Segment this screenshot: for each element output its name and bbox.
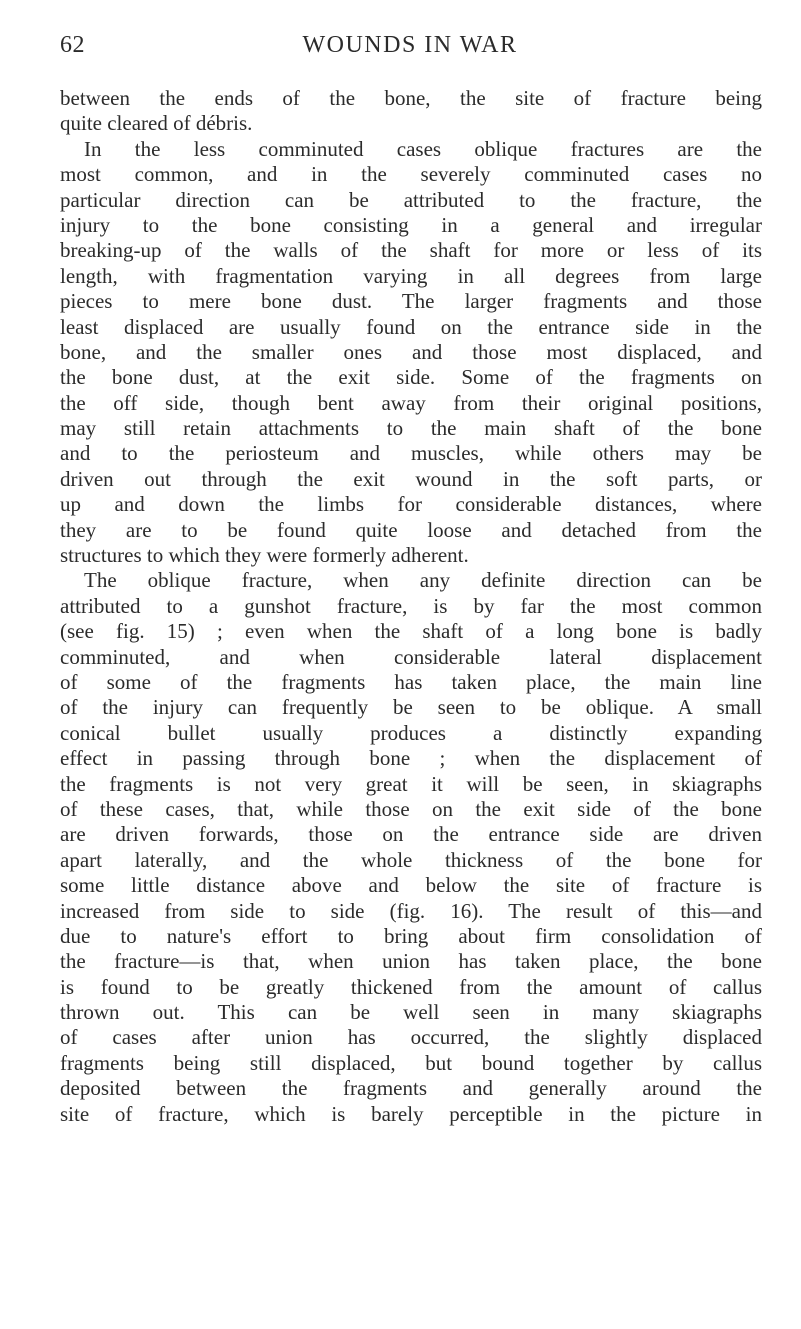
text-line: increased from side to side (fig. 16). The result of this—and [60, 898, 762, 923]
text-line: up and down the limbs for considerable distances, where [60, 492, 762, 517]
text-line: of the injury can frequently be seen to be oblique. A small [60, 695, 762, 720]
text-line: due to nature's effort to bring about firm consolidation of [60, 923, 762, 948]
text-line: In the less comminuted cases oblique fractures are the [84, 136, 762, 161]
text-line: most common, and in the severely comminuted cases no [60, 162, 762, 187]
text-line: is found to be greatly thickened from the amount of callus [60, 974, 762, 999]
text-line: the bone dust, at the exit side. Some of the fragments on [60, 365, 762, 390]
text-line: particular direction can be attributed to the fracture, the [60, 187, 762, 212]
text-line: The oblique fracture, when any definite direction can be [84, 568, 762, 593]
text-line: some little distance above and below the site of fracture is [60, 873, 762, 898]
text-line: of these cases, that, while those on the exit side of the bone [60, 796, 762, 821]
page-header [60, 32, 760, 66]
text-line: fragments being still displaced, but bound together by callus [60, 1050, 762, 1075]
text-line: the off side, though bent away from their original positions, [60, 390, 762, 415]
text-line: are driven forwards, those on the entrance side are driven [60, 822, 762, 847]
text-line: conical bullet usually produces a distinctly expanding [60, 720, 762, 745]
text-line: deposited between the fragments and generally around the [60, 1076, 762, 1101]
text-line: bone, and the smaller ones and those most displaced, and [60, 339, 762, 364]
text-line: the fracture—is that, when union has taken place, the bone [60, 949, 762, 974]
text-line: between the ends of the bone, the site of fracture being [60, 86, 762, 110]
text-line: least displaced are usually found on the entrance side in the [60, 314, 762, 339]
text-line: they are to be found quite loose and detached from the [60, 517, 762, 542]
text-line: effect in passing through bone ; when the displacement of [60, 746, 762, 771]
text-line: apart laterally, and the whole thickness of the bone for [60, 847, 762, 872]
running-head: WOUNDS IN WAR [302, 32, 518, 58]
text-line: quite cleared of débris. [60, 111, 253, 136]
text-line: may still retain attachments to the main shaft of the bone [60, 416, 762, 441]
page-number: 62 [60, 32, 85, 58]
text-line: comminuted, and when considerable lateral displacement [60, 644, 762, 669]
text-line: pieces to mere bone dust. The larger fragments and those [60, 289, 762, 314]
text-line: (see fig. 15) ; even when the shaft of a long bone is badly [60, 619, 762, 644]
text-line: driven out through the exit wound in the soft parts, or [60, 466, 762, 491]
body-text [60, 86, 762, 1127]
text-line: of some of the fragments has taken place, the main line [60, 669, 762, 694]
text-line: injury to the bone consisting in a general and irregular [60, 212, 762, 237]
text-line: attributed to a gunshot fracture, is by far the most common [60, 593, 762, 618]
text-line: breaking-up of the walls of the shaft for more or less of its [60, 238, 762, 263]
text-line: length, with fragmentation varying in all degrees from large [60, 263, 762, 288]
text-line: structures to which they were formerly adherent. [60, 543, 469, 568]
text-line: site of fracture, which is barely perceptible in the picture in [60, 1101, 762, 1126]
text-line: of cases after union has occurred, the slightly displaced [60, 1025, 762, 1050]
text-line: and to the periosteum and muscles, while others may be [60, 441, 762, 466]
text-line: thrown out. This can be well seen in many skiagraphs [60, 1000, 762, 1025]
text-line: the fragments is not very great it will be seen, in skiagraphs [60, 771, 762, 796]
